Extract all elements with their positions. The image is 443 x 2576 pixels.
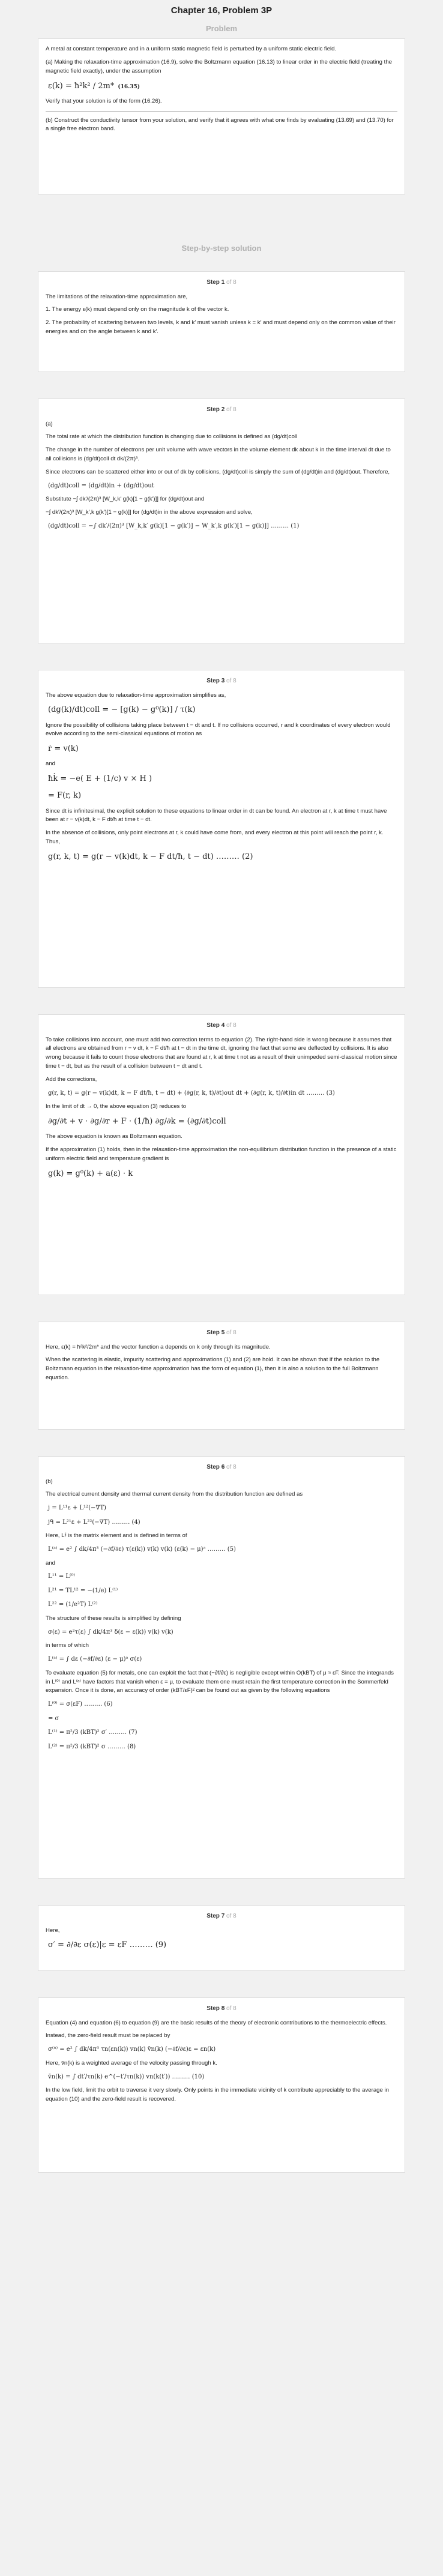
step-1-p1: The limitations of the relaxation-time approximation are, bbox=[46, 293, 188, 300]
step-2-eq1: (dg/dt)coll = (dg/dt)in + (dg/dt)out bbox=[48, 482, 154, 489]
step-4-p3: In the limit of dt → 0, the above equation (3) reduces to bbox=[46, 1103, 187, 1110]
step-3-and: and bbox=[46, 760, 56, 768]
step-6-eq11: L⁽¹⁾ = π²/3 (kBT)² σ′ ……… (7) bbox=[48, 1729, 137, 1736]
step-2-p2: The total rate at which the distribution function is changing due to collisions is defined as (dg/dt)coll bbox=[46, 433, 298, 441]
step-6-eq1: j = L¹¹ε + L¹²(−∇T) bbox=[48, 1505, 106, 1512]
step-heading: Step 3 of 8 bbox=[206, 678, 237, 684]
problem-label: Problem bbox=[205, 24, 237, 33]
step-6-p5: in terms of which bbox=[46, 1642, 89, 1649]
step-4-p2: Add the corrections, bbox=[46, 1076, 97, 1083]
solution-label: Step-by-step solution bbox=[181, 244, 262, 253]
step-heading: Step 1 of 8 bbox=[206, 279, 237, 286]
step-card-6 bbox=[38, 1456, 405, 1879]
step-6-eq12: L⁽²⁾ = π²/3 (kBT)² σ ……… (8) bbox=[48, 1743, 136, 1750]
step-card-5 bbox=[38, 1322, 405, 1430]
step-6-eq9: L⁽⁰⁾ = σ(εF) ……… (6) bbox=[48, 1701, 113, 1708]
step-card-4 bbox=[38, 1014, 405, 1295]
divider bbox=[46, 111, 397, 112]
step-2-p6: −∫ dk′/(2π)³ [W_k′,k g(k′)[1 − g(k)]] for (dg/dt)in in the above expression and solve, bbox=[46, 509, 253, 516]
problem-verify: Verify that your solution is of the form (16.26). bbox=[46, 97, 162, 104]
step-card-7 bbox=[38, 1905, 405, 1971]
step-2-p5: Substitute −∫ dk′/(2π)³ [W_k,k′ g(k)[1 − g(k′)]] for (dg/dt)out and bbox=[46, 496, 205, 503]
step-2-eq2: (dg/dt)coll = −∫ dk′/(2π)³ [W_k,k′ g(k)[1 − g(k′)] − W_k′,k g(k′)[1 − g(k)]] ……… (1) bbox=[48, 523, 300, 530]
step-heading: Step 8 of 8 bbox=[206, 2005, 237, 2012]
problem-part-b: (b) Construct the conductivity tensor from your solution, and verify that it agrees with what one finds by evaluating (13.69) and (13.70) for a single free electron band. bbox=[46, 116, 394, 133]
step-3-eq5: g(r, k, t) = g(r − v(k)dt, k − F dt/ħ, t − dt) ……… (2) bbox=[48, 852, 253, 861]
step-6-and: and bbox=[46, 1559, 56, 1566]
step-4-p5: If the approximation (1) holds, then in the relaxation-time approximation the non-equilibrium distribution function in the presence of a static uniform electric field and temperature gradient is bbox=[46, 1146, 397, 1163]
step-6-eq5: L²¹ = TL¹² = −(1/e) L⁽¹⁾ bbox=[48, 1587, 118, 1594]
page-title: Chapter 16, Problem 3P bbox=[170, 5, 273, 16]
problem-card bbox=[38, 38, 405, 194]
step-7-p1: Here, bbox=[46, 1927, 60, 1934]
step-6-p4: The structure of these results is simplified by defining bbox=[46, 1615, 181, 1622]
problem-equation: ε(k) = ħ²k² / 2m* (16.35) bbox=[48, 81, 140, 91]
step-6-p1: (b) bbox=[46, 1478, 53, 1485]
step-6-p3: Here, Lᶦʲ is the matrix element and is defined in terms of bbox=[46, 1532, 187, 1539]
step-6-eq2: jᑫ = L²¹ε + L²²(−∇T) ……… (4) bbox=[48, 1518, 140, 1526]
step-4-p4: The above equation is known as Boltzmann equation. bbox=[46, 1133, 182, 1140]
step-6-p6: To evaluate equation (5) for metals, one can exploit the fact that (−∂f/∂ε) is negligible except within O(kBT) of μ ≈ εF. Since the integrands in L⁽⁰⁾ and L⁽ᵃ⁾ have factors that vanish when ε = μ, to evaluate them one must retain the first temperature correction in the Sommerfeld expansion. Once it is done, an accuracy of order (kBT/εF)² can be found out as given by the following equations bbox=[46, 1669, 394, 1694]
step-3-p3: Since dt is infinitesimal, the explicit solution to these equations to linear order in dt can be found. An electron at r, k at time t must have been at r − v(k)dt, k − F dt/ħ at time t − dt. bbox=[46, 807, 387, 823]
problem-intro: A metal at constant temperature and in a uniform static magnetic field is perturbed by a uniform static electric field. bbox=[46, 46, 337, 52]
step-8-p3: Here, v̄n(k) is a weighted average of the velocity passing through k. bbox=[46, 2059, 217, 2066]
step-card-1 bbox=[38, 271, 405, 372]
step-8-p4: In the low field, limit the orbit to traverse it very slowly. Only points in the immediate vicinity of k contribute appreciably to the average in equation (10) and the zero-field result is recovered. bbox=[46, 2087, 389, 2102]
step-6-p2: The electrical current density and thermal current density from the distribution function are defined as bbox=[46, 1491, 303, 1498]
step-card-3 bbox=[38, 670, 405, 988]
step-5-p1: Here, ε(k) = ħ²k²/2m* and the vector function a depends on k only through its magnitude. bbox=[46, 1343, 271, 1350]
step-8-p2: Instead, the zero-field result must be replaced by bbox=[46, 2032, 170, 2039]
step-3-eq2: ṙ = v(k) bbox=[48, 744, 79, 754]
step-3-eq1: (dg(k)/dt)coll = − [g(k) − g⁰(k)] / τ(k) bbox=[48, 705, 196, 715]
step-2-p1: (a) bbox=[46, 420, 53, 427]
step-8-eq1: σ⁽ⁿ⁾ = e² ∫ dk/4π³ τn(εn(k)) vn(k) v̄n(k) (−∂f/∂ε)ε = εn(k) bbox=[48, 2046, 216, 2053]
step-2-p4: Since electrons can be scattered either into or out of dk by collisions, (dg/dt)coll is simply the sum of (dg/dt)in and (dg/dt)out. Therefore, bbox=[46, 468, 390, 475]
step-6-eq4: L¹¹ = L⁽⁰⁾ bbox=[48, 1573, 75, 1580]
step-heading: Step 6 of 8 bbox=[206, 1464, 237, 1470]
step-7-eq1: σ′ = ∂/∂ε σ(ε)|ε = εF ……… (9) bbox=[48, 1940, 167, 1950]
step-6-eq6: L²² = (1/e²T) L⁽²⁾ bbox=[48, 1601, 98, 1608]
step-6-eq7: σ(ε) = e²τ(ε) ∫ dk/4π³ δ(ε − ε(k)) v(k) v(k) bbox=[48, 1628, 173, 1636]
step-heading: Step 7 of 8 bbox=[206, 1913, 237, 1919]
step-2-p3: The change in the number of electrons per unit volume with wave vectors in the volume element dk about k in the time interval dt due to all collisions is (dg/dt)coll dt dk/(2π)³. bbox=[46, 447, 391, 463]
step-6-eq10: = σ bbox=[48, 1715, 59, 1722]
step-heading: Step 4 of 8 bbox=[206, 1022, 237, 1029]
step-6-eq8: L⁽ᵃ⁾ = ∫ dε (−∂f/∂ε) (ε − μ)ᵃ σ(ε) bbox=[48, 1656, 142, 1663]
step-6-eq3: L⁽ᵃ⁾ = e² ∫ dk/4π³ (−∂f/∂ε) τ(ε(k)) v(k) v(k) (ε(k) − μ)ᵃ ……… (5) bbox=[48, 1546, 236, 1553]
step-1-p2: 1. The energy ε(k) must depend only on the magnitude k of the vector k. bbox=[46, 306, 229, 313]
step-3-p2: Ignore the possibility of collisions taking place between t − dt and t. If no collisions occurred, r and k coordinates of every electron would evolve according to the semi-classical equations of motion as bbox=[46, 721, 391, 738]
step-3-p4: In the absence of collisions, only point electrons at r, k could have come from, and every electron at this point will reach the point r, k. Thus, bbox=[46, 829, 384, 846]
problem-part-a: (a) Making the relaxation-time approximation (16.9), solve the Boltzmann equation (16.13) to linear order in the electric field (treating the magnetic field exactly), under the assumption bbox=[46, 58, 392, 74]
step-card-8 bbox=[38, 1997, 405, 2173]
step-8-p1: Equation (4) and equation (6) to equation (9) are the basic results of the theory of electronic contributions to the thermoelectric effects. bbox=[46, 2019, 387, 2026]
step-4-eq3: g(k) = g⁰(k) + a(ε) · k bbox=[48, 1169, 133, 1178]
step-3-eq4: = F(r, k) bbox=[48, 791, 82, 801]
step-4-eq2: ∂g/∂t + v · ∂g/∂r + F · (1/ħ) ∂g/∂k = (∂g/∂t)coll bbox=[48, 1117, 226, 1127]
step-card-2 bbox=[38, 399, 405, 643]
step-3-p1: The above equation due to relaxation-time approximation simplifies as, bbox=[46, 691, 226, 699]
step-8-eq2: v̄n(k) = ∫ dt′/τn(k) e^(−t′/τn(k)) vn(k(t′)) ……… (10) bbox=[48, 2073, 205, 2080]
step-heading: Step 5 of 8 bbox=[206, 1329, 237, 1336]
step-1-p3: 2. The probability of scattering between two levels, k and k′ must vanish unless k = k′ and must depend only on the common value of their energies and on the angle between k and k′. bbox=[46, 319, 396, 336]
step-4-p1: To take collisions into account, one must add two correction terms to equation (2). The right-hand side is wrong because it assumes that all electrons are obtained from r − v dt, k − F dt/ħ at t − dt in the time dt, ignoring the fact that some are deflected by collisions. It is also wrong because it fails to count those electrons that are found at r, k at time t not as a result of their unimpeded semi-classical motion since time t − dt, but as the result of a collision between t − dt and t. bbox=[46, 1036, 397, 1070]
step-4-eq1: g(r, k, t) = g(r − v(k)dt, k − F dt/ħ, t − dt) + (∂g(r, k, t)/∂t)out dt + (∂g(r, k, t)/∂t)in dt ……… (3) bbox=[48, 1089, 335, 1097]
step-heading: Step 2 of 8 bbox=[206, 406, 237, 413]
step-5-p2: When the scattering is elastic, impurity scattering and approximations (1) and (2) are hold. It can be shown that if the solution to the Boltzmann equation in the relaxation-time approximation has the form of equation (1), then it is also a solution to the full Boltzmann equation. bbox=[46, 1356, 380, 1382]
step-3-eq3: ħk̇ = −e( E + (1/c) v × H ) bbox=[48, 774, 152, 784]
